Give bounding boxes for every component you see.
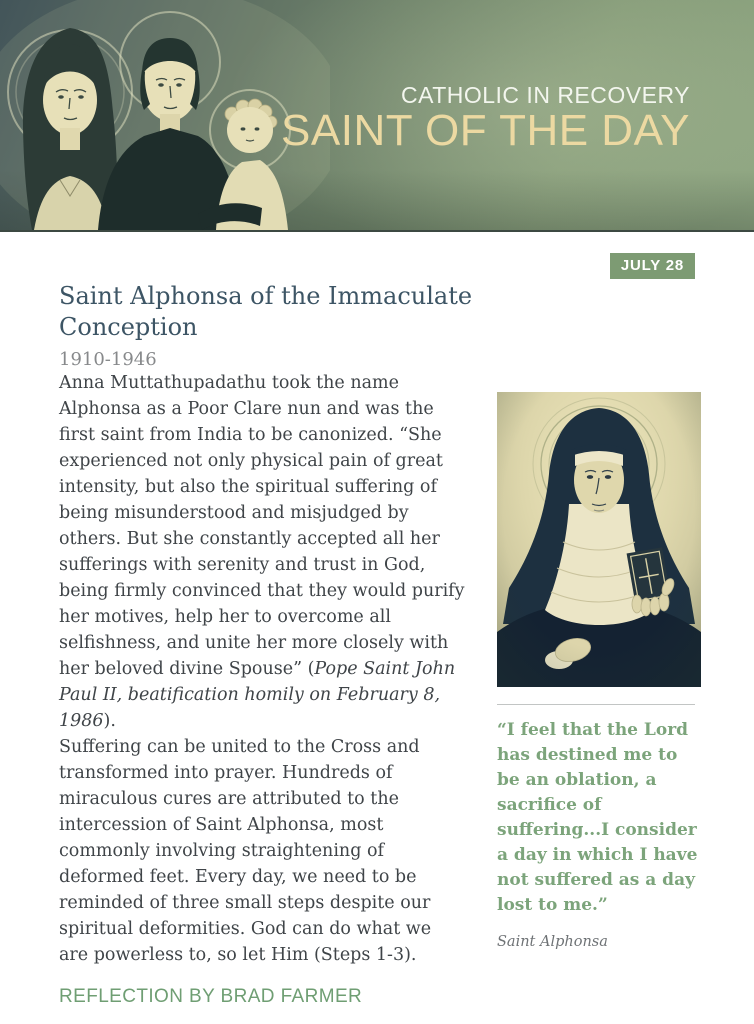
paragraph <box>59 370 465 734</box>
paragraph-text: Anna Muttathupadathu took the name Alphonsa as a Poor Clare nun and was the first saint from India to be canonized. “She experienced not only physical pain of great intensity, but also the spiritual suffering of being misunderstood and misjudged by others. But she constantly accepted all her sufferings with serenity and trust in God, being firmly convinced that they would purify her motives, help her to overcome all selfishness, and unite her more closely with her beloved divine Spouse” ( <box>59 373 465 680</box>
article-content <box>0 232 754 1008</box>
citation-italic: Pope Saint John Paul II, beatification homily on February 8, 1986 <box>59 659 456 732</box>
paragraph-text: ). <box>103 711 116 732</box>
sidebar <box>497 370 703 950</box>
paragraph: Suffering can be united to the Cross and transformed into prayer. Hundreds of miraculous cures are attributed to the intercession of Saint Alphonsa, most commonly involving straightening of deformed feet. Every day, we need to be reminded of three small steps despite our spiritual deformities. God can do what we are powerless to, so let Him (Steps 1-3). <box>59 737 432 966</box>
banner-text-block <box>281 82 690 156</box>
article-body <box>59 370 465 1008</box>
header-banner <box>0 0 754 232</box>
date-badge: JULY 28 <box>610 253 695 279</box>
quote-attribution: Saint Alphonsa <box>497 934 608 951</box>
divider-line <box>497 704 695 705</box>
saint-quote: “I feel that the Lord has destined me to be an oblation, a sacrifice of suffering...I consider a day in which I have not suffered as a day lost to me.” <box>497 720 698 916</box>
brand-name: CATHOLIC IN RECOVERY <box>400 82 690 108</box>
two-column-layout <box>59 370 698 1008</box>
banner-title: SAINT OF THE DAY <box>281 106 690 156</box>
saint-alphonsa-portrait <box>497 392 701 687</box>
article-title: Saint Alphonsa of the Immaculate Conception <box>59 282 473 341</box>
saint-years: 1910-1946 <box>59 349 157 371</box>
reflection-byline: REFLECTION BY BRAD FARMER <box>59 986 363 1008</box>
